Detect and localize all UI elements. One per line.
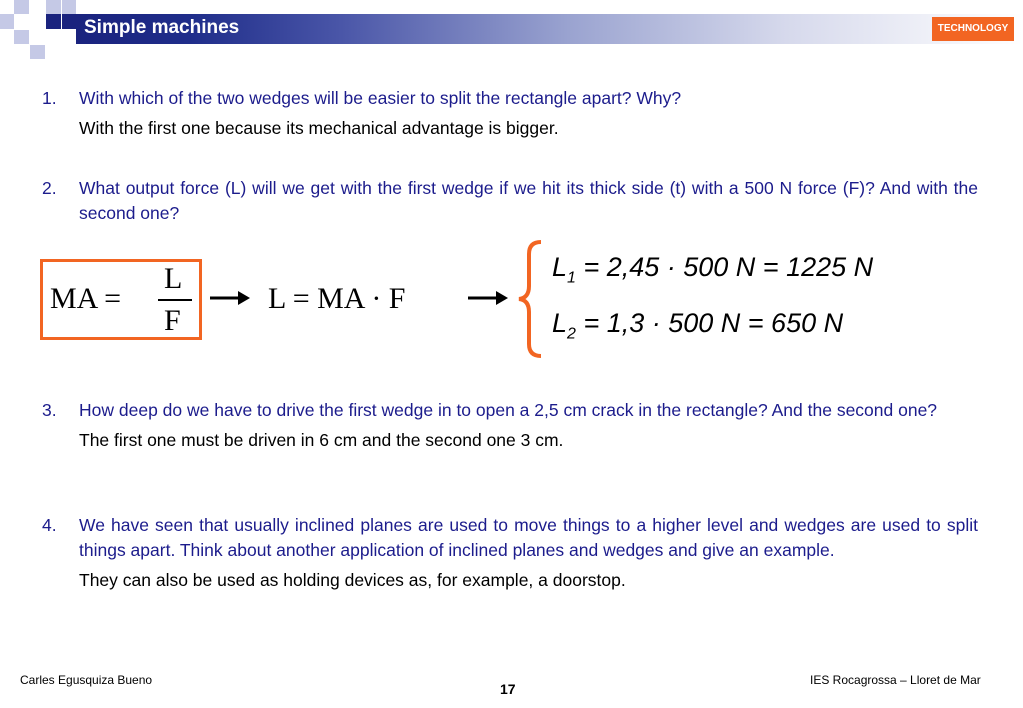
result-sub: 1 <box>567 269 576 287</box>
page-title: Simple machines <box>84 17 240 38</box>
fraction-bar <box>158 299 192 301</box>
page-number: 17 <box>500 681 516 697</box>
item-question: We have seen that usually inclined planes are used to move things to a higher level and wedges are used to split things apart. Think about another application of inclined planes and wedges and give an example. <box>79 515 978 560</box>
deco-square <box>62 14 76 29</box>
arrow-icon <box>468 288 508 308</box>
output-force-formula: L = MA · F <box>268 282 406 315</box>
list-item <box>42 86 978 141</box>
result-rhs: = 1,3 · 500 N = 650 N <box>575 308 844 338</box>
item-number: 1. <box>42 88 57 108</box>
item-answer: With the first one because its mechanical advantage is bigger. <box>79 118 559 138</box>
list-item <box>42 176 978 226</box>
result-line-1 <box>552 252 873 287</box>
deco-square <box>30 45 45 59</box>
result-sub: 2 <box>567 325 576 343</box>
footer-school: IES Rocagrossa – Lloret de Mar <box>810 673 981 687</box>
item-question: How deep do we have to drive the first wedge in to open a 2,5 cm crack in the rectangle? And the second one? <box>79 400 938 420</box>
curly-brace-icon <box>517 240 545 358</box>
item-question: With which of the two wedges will be easier to split the rectangle apart? Why? <box>79 88 682 108</box>
deco-square <box>46 0 61 14</box>
item-answer: They can also be used as holding devices as, for example, a doorstop. <box>79 570 626 590</box>
deco-square <box>14 0 29 14</box>
item-answer: The first one must be driven in 6 cm and the second one 3 cm. <box>79 430 564 450</box>
list-item <box>42 398 978 453</box>
footer-author: Carles Egusquiza Bueno <box>20 673 153 687</box>
ma-denominator: F <box>164 304 181 337</box>
item-question: What output force (L) will we get with the first wedge if we hit its thick side (t) with a 500 N force (F)? And with the second one? <box>79 178 978 223</box>
result-var: L <box>552 252 568 282</box>
arrow-icon <box>210 288 250 308</box>
result-var: L <box>552 308 568 338</box>
list-item <box>42 513 978 593</box>
item-number: 4. <box>42 515 57 535</box>
deco-square <box>0 14 14 29</box>
deco-square <box>14 30 29 44</box>
deco-square <box>46 14 61 29</box>
result-line-2 <box>552 308 843 343</box>
ma-lhs: MA = <box>50 282 122 315</box>
item-number: 2. <box>42 178 57 198</box>
ma-numerator: L <box>164 262 183 295</box>
technology-badge: TECHNOLOGY <box>932 17 1014 41</box>
deco-square <box>62 0 76 14</box>
result-rhs: = 2,45 · 500 N = 1225 N <box>575 252 874 282</box>
item-number: 3. <box>42 400 57 420</box>
